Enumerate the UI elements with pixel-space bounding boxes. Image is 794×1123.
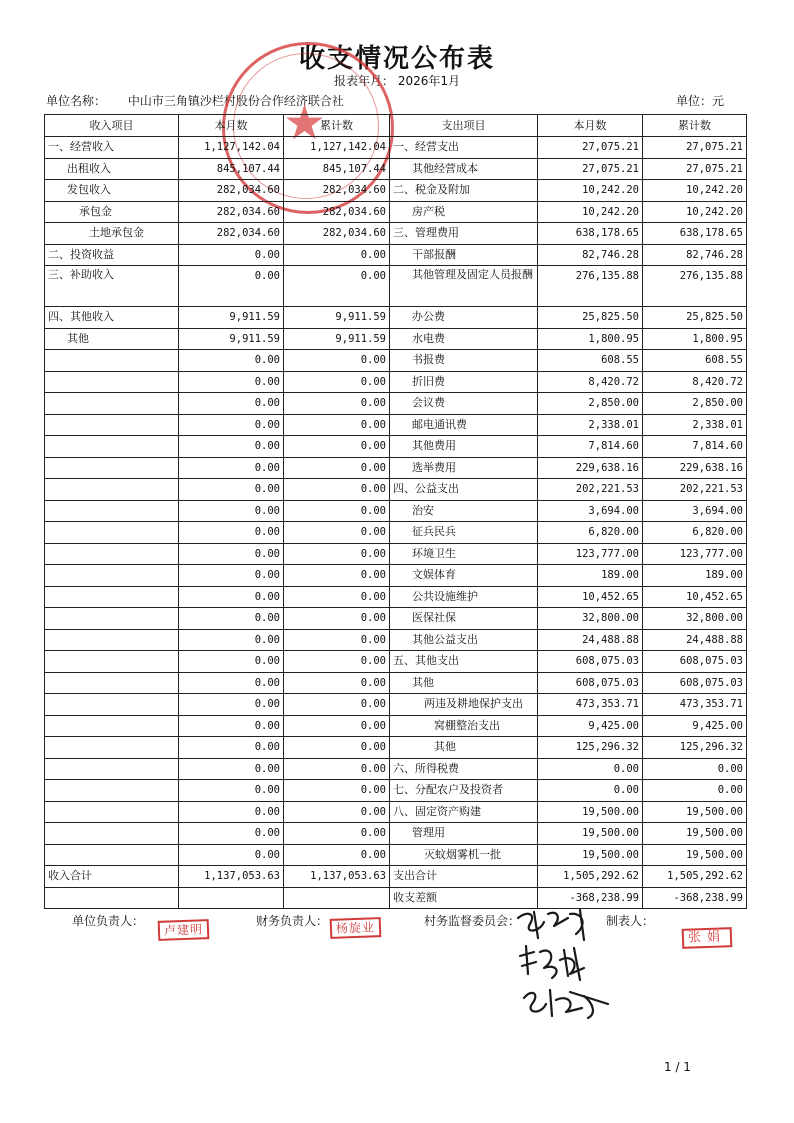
table-row (45, 244, 747, 266)
expense-total-cell: 8,420.72 (643, 371, 747, 393)
expense-month-cell: 608.55 (538, 350, 643, 372)
income-month-cell: 0.00 (179, 672, 284, 694)
income-item-cell (45, 414, 179, 436)
expense-total-cell: 19,500.00 (643, 801, 747, 823)
income-total-cell: 0.00 (284, 586, 390, 608)
income-total-cell: 0.00 (284, 672, 390, 694)
income-month-cell: 0.00 (179, 436, 284, 458)
expense-item-cell: 会议费 (390, 393, 538, 415)
income-total-cell (284, 887, 390, 909)
income-item-cell (45, 543, 179, 565)
income-item-cell (45, 565, 179, 587)
expense-month-cell: 0.00 (538, 758, 643, 780)
table-row (45, 307, 747, 329)
income-expense-table (44, 114, 747, 909)
expense-month-cell: 8,420.72 (538, 371, 643, 393)
table-row (45, 543, 747, 565)
expense-month-cell: 276,135.88 (538, 266, 643, 307)
expense-total-cell: 19,500.00 (643, 823, 747, 845)
income-month-cell: 0.00 (179, 350, 284, 372)
currency-unit: 单位：元 (676, 94, 725, 108)
income-total-cell: 9,911.59 (284, 307, 390, 329)
expense-month-cell: 6,820.00 (538, 522, 643, 544)
expense-total-cell: 276,135.88 (643, 266, 747, 307)
report-period-value: 2026年1月 (397, 74, 461, 88)
expense-total-cell: 1,505,292.62 (643, 866, 747, 888)
expense-total-cell: 10,242.20 (643, 201, 747, 223)
expense-item-cell: 灭蚊烟雾机一批 (390, 844, 538, 866)
page-title: 收支情况公布表 (298, 44, 495, 74)
income-item-cell: 三、补助收入 (45, 266, 179, 307)
table-row (45, 328, 747, 350)
table-row (45, 565, 747, 587)
expense-total-cell: 189.00 (643, 565, 747, 587)
income-item-cell (45, 715, 179, 737)
expense-item-cell: 二、税金及附加 (390, 180, 538, 202)
income-total-cell: 0.00 (284, 500, 390, 522)
expense-total-cell: 473,353.71 (643, 694, 747, 716)
income-total-cell: 0.00 (284, 629, 390, 651)
table-row (45, 180, 747, 202)
income-item-cell (45, 844, 179, 866)
income-month-cell: 0.00 (179, 844, 284, 866)
expense-total-cell: 608,075.03 (643, 651, 747, 673)
expense-total-cell: 123,777.00 (643, 543, 747, 565)
income-item-cell (45, 758, 179, 780)
expense-month-cell: 19,500.00 (538, 844, 643, 866)
expense-item-cell: 环境卫生 (390, 543, 538, 565)
expense-item-cell: 四、公益支出 (390, 479, 538, 501)
income-month-cell: 845,107.44 (179, 158, 284, 180)
unit-head-label: 单位负责人： (72, 914, 145, 928)
expense-month-cell: 24,488.88 (538, 629, 643, 651)
income-item-cell: 承包金 (45, 201, 179, 223)
income-item-cell: 出租收入 (45, 158, 179, 180)
income-total-cell: 282,034.60 (284, 201, 390, 223)
income-item-cell (45, 629, 179, 651)
expense-item-cell: 办公费 (390, 307, 538, 329)
expense-item-cell: 管理用 (390, 823, 538, 845)
report-period-label: 报表年月： (333, 74, 394, 88)
income-month-cell: 0.00 (179, 715, 284, 737)
expense-item-cell: 其他公益支出 (390, 629, 538, 651)
income-month-cell: 282,034.60 (179, 180, 284, 202)
income-item-cell (45, 608, 179, 630)
expense-month-cell: 1,800.95 (538, 328, 643, 350)
expense-month-cell: 608,075.03 (538, 651, 643, 673)
balance-label-cell: 收支差额 (390, 887, 538, 909)
table-row (45, 223, 747, 245)
income-total-cell: 0.00 (284, 715, 390, 737)
table-row (45, 393, 747, 415)
expense-item-cell: 公共设施维护 (390, 586, 538, 608)
income-total-cell: 0.00 (284, 608, 390, 630)
expense-total-cell: 19,500.00 (643, 844, 747, 866)
preparer-stamp: 张娟 (682, 927, 733, 949)
income-item-cell: 二、投资收益 (45, 244, 179, 266)
expense-item-cell: 其他管理及固定人员报酬 (390, 266, 538, 307)
column-header: 本月数 (179, 115, 284, 137)
income-item-cell (45, 651, 179, 673)
column-header: 支出项目 (390, 115, 538, 137)
income-month-cell: 1,137,053.63 (179, 866, 284, 888)
income-item-cell (45, 479, 179, 501)
balance-total-cell: -368,238.99 (643, 887, 747, 909)
income-total-cell: 282,034.60 (284, 223, 390, 245)
table-header-row (45, 115, 747, 137)
income-month-cell: 0.00 (179, 801, 284, 823)
expense-month-cell: 9,425.00 (538, 715, 643, 737)
income-total-cell: 0.00 (284, 737, 390, 759)
income-total-cell: 0.00 (284, 414, 390, 436)
expense-month-cell: 229,638.16 (538, 457, 643, 479)
table-row (45, 266, 747, 307)
income-month-cell: 0.00 (179, 651, 284, 673)
income-total-cell: 0.00 (284, 758, 390, 780)
table-row (45, 780, 747, 802)
income-month-cell: 9,911.59 (179, 307, 284, 329)
income-item-cell (45, 586, 179, 608)
expense-month-cell: 19,500.00 (538, 823, 643, 845)
column-header: 累计数 (284, 115, 390, 137)
income-month-cell: 0.00 (179, 565, 284, 587)
income-month-cell: 0.00 (179, 500, 284, 522)
income-total-cell: 0.00 (284, 522, 390, 544)
expense-month-cell: 189.00 (538, 565, 643, 587)
expense-item-cell: 邮电通讯费 (390, 414, 538, 436)
page-number: 1 / 1 (664, 1060, 691, 1074)
table-row (45, 436, 747, 458)
income-item-cell (45, 672, 179, 694)
expense-month-cell: 7,814.60 (538, 436, 643, 458)
expense-item-cell: 一、经营支出 (390, 137, 538, 159)
income-total-cell: 9,911.59 (284, 328, 390, 350)
expense-total-cell: 202,221.53 (643, 479, 747, 501)
expense-month-cell: 1,505,292.62 (538, 866, 643, 888)
expense-month-cell: 32,800.00 (538, 608, 643, 630)
income-month-cell: 0.00 (179, 586, 284, 608)
income-month-cell: 0.00 (179, 414, 284, 436)
expense-item-cell: 五、其他支出 (390, 651, 538, 673)
finance-head-stamp: 杨旋业 (330, 917, 382, 939)
income-total-cell: 0.00 (284, 244, 390, 266)
table-body (45, 137, 747, 909)
expense-total-cell: 0.00 (643, 758, 747, 780)
column-header: 收入项目 (45, 115, 179, 137)
income-item-cell (45, 737, 179, 759)
expense-total-cell: 2,338.01 (643, 414, 747, 436)
expense-item-cell: 其他费用 (390, 436, 538, 458)
expense-item-cell: 两违及耕地保护支出 (390, 694, 538, 716)
table-row (45, 479, 747, 501)
table-row (45, 844, 747, 866)
income-month-cell: 0.00 (179, 479, 284, 501)
column-header: 本月数 (538, 115, 643, 137)
income-month-cell (179, 887, 284, 909)
expense-total-cell: 608.55 (643, 350, 747, 372)
handwritten-signatures (510, 904, 620, 1024)
income-total-cell: 0.00 (284, 694, 390, 716)
income-month-cell: 0.00 (179, 608, 284, 630)
income-total-cell: 0.00 (284, 844, 390, 866)
income-total-cell: 0.00 (284, 393, 390, 415)
income-total-cell: 0.00 (284, 436, 390, 458)
income-total-cell: 0.00 (284, 479, 390, 501)
expense-item-cell: 书报费 (390, 350, 538, 372)
income-total-cell: 0.00 (284, 371, 390, 393)
table-row (45, 737, 747, 759)
income-item-cell (45, 780, 179, 802)
expense-month-cell: 202,221.53 (538, 479, 643, 501)
expense-month-cell: 10,452.65 (538, 586, 643, 608)
expense-month-cell: 2,850.00 (538, 393, 643, 415)
income-month-cell: 0.00 (179, 266, 284, 307)
income-item-cell (45, 350, 179, 372)
income-total-cell: 0.00 (284, 780, 390, 802)
expense-total-cell: 82,746.28 (643, 244, 747, 266)
expense-total-cell: 6,820.00 (643, 522, 747, 544)
table-row (45, 500, 747, 522)
preparer-label: 制表人： (606, 914, 655, 928)
income-item-cell: 收入合计 (45, 866, 179, 888)
expense-total-cell: 608,075.03 (643, 672, 747, 694)
expense-month-cell: 27,075.21 (538, 158, 643, 180)
expense-item-cell: 其他经营成本 (390, 158, 538, 180)
expense-total-cell: 27,075.21 (643, 137, 747, 159)
expense-total-cell: 7,814.60 (643, 436, 747, 458)
signature-3 (524, 990, 608, 1018)
table-row (45, 715, 747, 737)
unit-name-label: 单位名称： (46, 94, 107, 108)
income-item-cell (45, 522, 179, 544)
table-row (45, 371, 747, 393)
expense-month-cell: 638,178.65 (538, 223, 643, 245)
expense-month-cell: 473,353.71 (538, 694, 643, 716)
income-total-cell: 0.00 (284, 565, 390, 587)
income-month-cell: 0.00 (179, 457, 284, 479)
expense-item-cell: 征兵民兵 (390, 522, 538, 544)
income-item-cell: 土地承包金 (45, 223, 179, 245)
income-month-cell: 0.00 (179, 522, 284, 544)
income-month-cell: 0.00 (179, 737, 284, 759)
income-month-cell: 0.00 (179, 758, 284, 780)
expense-total-cell: 2,850.00 (643, 393, 747, 415)
unit-head-stamp: 卢建明 (158, 919, 210, 941)
table-row (45, 522, 747, 544)
table-row (45, 457, 747, 479)
expense-item-cell: 窝棚整治支出 (390, 715, 538, 737)
income-item-cell (45, 457, 179, 479)
expense-item-cell: 支出合计 (390, 866, 538, 888)
finance-head-label: 财务负责人： (256, 914, 329, 928)
income-month-cell: 0.00 (179, 629, 284, 651)
income-total-cell: 0.00 (284, 823, 390, 845)
expense-total-cell: 229,638.16 (643, 457, 747, 479)
expense-total-cell: 32,800.00 (643, 608, 747, 630)
expense-month-cell: 123,777.00 (538, 543, 643, 565)
income-total-cell: 1,127,142.04 (284, 137, 390, 159)
expense-month-cell: 3,694.00 (538, 500, 643, 522)
income-total-cell: 0.00 (284, 350, 390, 372)
expense-total-cell: 10,452.65 (643, 586, 747, 608)
table-row (45, 866, 747, 888)
expense-month-cell: 10,242.20 (538, 201, 643, 223)
balance-month-cell: -368,238.99 (538, 887, 643, 909)
income-total-cell: 0.00 (284, 801, 390, 823)
expense-total-cell: 27,075.21 (643, 158, 747, 180)
income-total-cell: 0.00 (284, 543, 390, 565)
table-row (45, 586, 747, 608)
signature-1 (518, 910, 584, 940)
seal-star-icon: ★ (283, 95, 327, 151)
unit-name-value: 中山市三角镇沙栏村股份合作经济联合社 (127, 94, 344, 108)
income-item-cell (45, 694, 179, 716)
income-month-cell: 282,034.60 (179, 201, 284, 223)
income-month-cell: 0.00 (179, 694, 284, 716)
balance-row (45, 887, 747, 909)
income-month-cell: 1,127,142.04 (179, 137, 284, 159)
expense-item-cell: 文娱体育 (390, 565, 538, 587)
income-month-cell: 9,911.59 (179, 328, 284, 350)
table-row (45, 823, 747, 845)
income-item-cell: 发包收入 (45, 180, 179, 202)
table-row (45, 158, 747, 180)
expense-month-cell: 10,242.20 (538, 180, 643, 202)
income-item-cell (45, 500, 179, 522)
expense-total-cell: 125,296.32 (643, 737, 747, 759)
table-row (45, 629, 747, 651)
table-row (45, 758, 747, 780)
expense-total-cell: 24,488.88 (643, 629, 747, 651)
supervision-label: 村务监督委员会： (424, 914, 521, 928)
income-total-cell: 0.00 (284, 266, 390, 307)
income-total-cell: 845,107.44 (284, 158, 390, 180)
table-row (45, 350, 747, 372)
table-row (45, 801, 747, 823)
income-item-cell: 一、经营收入 (45, 137, 179, 159)
expense-item-cell: 七、分配农户及投资者 (390, 780, 538, 802)
income-total-cell: 1,137,053.63 (284, 866, 390, 888)
table-row (45, 672, 747, 694)
income-month-cell: 0.00 (179, 393, 284, 415)
report-period (0, 72, 794, 89)
expense-item-cell: 其他 (390, 737, 538, 759)
income-item-cell (45, 887, 179, 909)
expense-total-cell: 1,800.95 (643, 328, 747, 350)
income-month-cell: 0.00 (179, 543, 284, 565)
signature-2 (520, 946, 584, 980)
table-row (45, 137, 747, 159)
income-total-cell: 0.00 (284, 457, 390, 479)
expense-item-cell: 三、管理费用 (390, 223, 538, 245)
expense-total-cell: 0.00 (643, 780, 747, 802)
table-row (45, 414, 747, 436)
expense-month-cell: 125,296.32 (538, 737, 643, 759)
expense-month-cell: 27,075.21 (538, 137, 643, 159)
expense-month-cell: 19,500.00 (538, 801, 643, 823)
income-item-cell (45, 823, 179, 845)
table-row (45, 201, 747, 223)
expense-month-cell: 2,338.01 (538, 414, 643, 436)
expense-item-cell: 房产税 (390, 201, 538, 223)
expense-total-cell: 638,178.65 (643, 223, 747, 245)
income-item-cell: 四、其他收入 (45, 307, 179, 329)
column-header: 累计数 (643, 115, 747, 137)
income-month-cell: 0.00 (179, 780, 284, 802)
expense-item-cell: 治安 (390, 500, 538, 522)
income-item-cell (45, 436, 179, 458)
expense-item-cell: 六、所得税费 (390, 758, 538, 780)
income-month-cell: 0.00 (179, 823, 284, 845)
income-total-cell: 282,034.60 (284, 180, 390, 202)
expense-item-cell: 八、固定资产购建 (390, 801, 538, 823)
income-total-cell: 0.00 (284, 651, 390, 673)
expense-item-cell: 其他 (390, 672, 538, 694)
expense-total-cell: 10,242.20 (643, 180, 747, 202)
income-item-cell: 其他 (45, 328, 179, 350)
expense-total-cell: 25,825.50 (643, 307, 747, 329)
income-month-cell: 0.00 (179, 244, 284, 266)
expense-total-cell: 3,694.00 (643, 500, 747, 522)
expense-item-cell: 医保社保 (390, 608, 538, 630)
income-item-cell (45, 371, 179, 393)
expense-item-cell: 水电费 (390, 328, 538, 350)
expense-month-cell: 25,825.50 (538, 307, 643, 329)
table-row (45, 651, 747, 673)
income-item-cell (45, 393, 179, 415)
expense-month-cell: 0.00 (538, 780, 643, 802)
income-item-cell (45, 801, 179, 823)
income-month-cell: 0.00 (179, 371, 284, 393)
expense-month-cell: 608,075.03 (538, 672, 643, 694)
expense-item-cell: 干部报酬 (390, 244, 538, 266)
expense-item-cell: 折旧费 (390, 371, 538, 393)
expense-month-cell: 82,746.28 (538, 244, 643, 266)
table-row (45, 694, 747, 716)
income-month-cell: 282,034.60 (179, 223, 284, 245)
expense-total-cell: 9,425.00 (643, 715, 747, 737)
expense-item-cell: 选举费用 (390, 457, 538, 479)
table-row (45, 608, 747, 630)
unit-name (46, 92, 344, 109)
